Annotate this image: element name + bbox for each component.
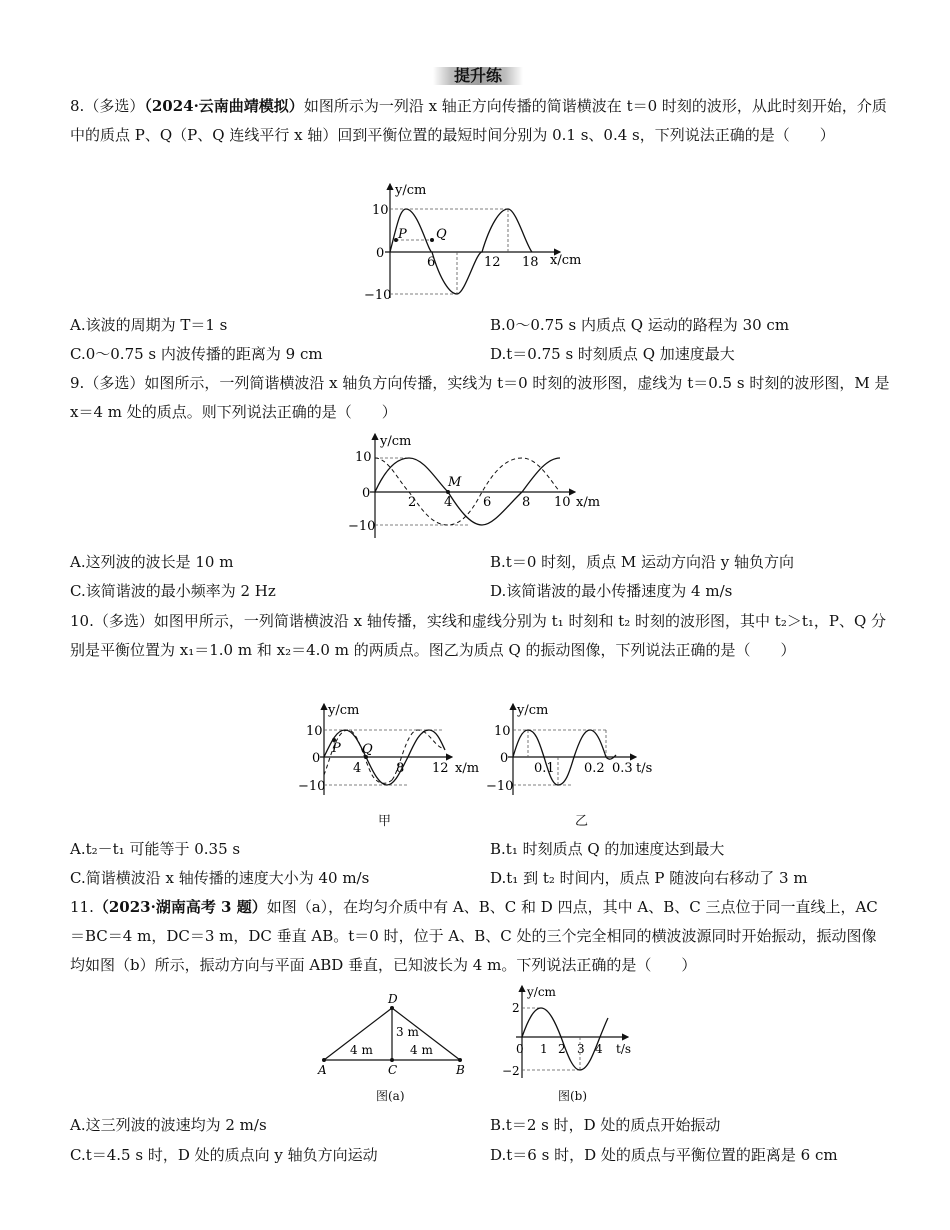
q10-option-b: B.t₁ 时刻质点 Q 的加速度达到最大: [490, 840, 725, 858]
q10-option-d: D.t₁ 到 t₂ 时间内，质点 P 随波向右移动了 3 m: [490, 869, 808, 887]
question-10: [70, 607, 890, 665]
question-11-text: 11.（2023·湖南高考 3 题）如图（a），在均匀介质中有 A、B、C 和 D 四点，其中 A、B、C 三点位于同一直线上，AC＝BC＝4 m，DC＝3 m，DC 垂直 AB。t＝0 时，位于 A、B、C 处的三个完全相同的横波波源同时开始振动，振动图像均如图（b）所示，振动方向与平面 ABD 垂直，已知波长为 4 m。下列说法正确的是（ ）: [70, 898, 878, 974]
q10b-y-axis-label: y/cm: [517, 703, 549, 718]
q8-option-a: A.该波的周期为 T＝1 s: [70, 316, 228, 334]
q11a-label-c: C: [388, 1063, 398, 1075]
q11a-point-c: [390, 1058, 394, 1062]
q11-figure-b: [500, 982, 640, 1082]
q10-caption-left: 甲: [378, 814, 392, 829]
q8-label-p: P: [398, 227, 407, 242]
q11a-length-dc: 3 m: [396, 1025, 419, 1039]
q11b-y-axis-label: y/cm: [527, 985, 556, 999]
q10-option-c: C.简谐横波沿 x 轴传播的速度大小为 40 m/s: [70, 869, 370, 887]
question-10-text: 10.（多选）如图甲所示，一列简谐横波沿 x 轴传播，实线和虚线分别为 t₁ 时刻和 t₂ 时刻的波形图，其中 t₂＞t₁，P、Q 分别是平衡位置为 x₁＝1.0 m 和 x₂＝4.0 m 的两质点。图乙为质点 Q 的振动图像，下列说法正确的是（ ）: [70, 612, 887, 659]
q11b-ytick: −2: [502, 1064, 520, 1078]
q11b-xtick: 2: [558, 1042, 566, 1056]
q9-label-m: M: [448, 475, 462, 490]
q9-wave-figure: [340, 430, 610, 542]
q8-xtick: 6: [427, 255, 436, 270]
q11-figure-a: [312, 990, 472, 1075]
q11b-xtick: 1: [540, 1042, 548, 1056]
q9-xtick: 4: [444, 495, 453, 510]
section-title: 提升练: [433, 64, 523, 88]
q10b-x-axis-label: t/s: [636, 761, 653, 776]
q11-option-d: D.t＝6 s 时，D 处的质点与平衡位置的距离是 6 cm: [490, 1146, 838, 1164]
q8-wave-figure: [360, 180, 600, 305]
q11a-length-cb: 4 m: [410, 1043, 433, 1057]
q10b-ytick: 0: [500, 751, 509, 766]
q11b-x-axis-label: t/s: [616, 1042, 632, 1056]
q9-point-m: [446, 490, 450, 494]
q9-ytick: −10: [348, 519, 376, 534]
q10-figure-right: [486, 700, 661, 800]
question-11: [70, 893, 890, 980]
q9-xtick: 2: [408, 495, 417, 510]
q8-ytick: 0: [376, 246, 385, 261]
q8-y-axis-label: y/cm: [395, 183, 427, 198]
q9-option-b: B.t＝0 时刻，质点 M 运动方向沿 y 轴负方向: [490, 553, 795, 571]
q11b-ytick: 2: [512, 1001, 520, 1015]
q10-caption-right: 乙: [575, 814, 589, 829]
q11-option-c: C.t＝4.5 s 时，D 处的质点向 y 轴负方向运动: [70, 1146, 378, 1164]
q8-label-q: Q: [436, 227, 447, 242]
q11a-point-d: [390, 1006, 394, 1010]
question-8-text: 8.（多选）（2024·云南曲靖模拟）如图所示为一列沿 x 轴正方向传播的简谐横波在 t＝0 时刻的波形，从此时刻开始，介质中的质点 P、Q（P、Q 连线平行 x 轴）回到平衡位置的最短时间分别为 0.1 s、0.4 s，下列说法正确的是（ ）: [70, 97, 887, 144]
q9-option-c: C.该简谐波的最小频率为 2 Hz: [70, 582, 276, 600]
q9-x-axis-label: x/m: [576, 495, 601, 510]
q11-option-b: B.t＝2 s 时，D 处的质点开始振动: [490, 1116, 721, 1134]
q8-ytick: 10: [372, 203, 389, 218]
q11a-length-ac: 4 m: [350, 1043, 373, 1057]
q8-option-d: D.t＝0.75 s 时刻质点 Q 加速度最大: [490, 345, 735, 363]
q10b-xtick: 0.3: [612, 761, 633, 776]
q10b-xtick: 0.2: [584, 761, 605, 776]
q11b-xtick: 4: [595, 1042, 603, 1056]
q11-caption-b: 图(b): [558, 1089, 588, 1103]
q10a-xtick: 4: [353, 761, 362, 776]
q11a-point-b: [458, 1058, 462, 1062]
q10a-ytick: −10: [298, 779, 326, 794]
q11b-vibration-curve: [522, 1008, 608, 1070]
q11b-ytick: 0: [516, 1042, 524, 1056]
q9-option-a: A.这列波的波长是 10 m: [70, 553, 234, 571]
q10a-label-q: Q: [362, 742, 373, 757]
q8-option-b: B.0～0.75 s 内质点 Q 运动的路程为 30 cm: [490, 316, 790, 334]
q10-figure-left: [292, 700, 487, 800]
q9-xtick: 10: [554, 495, 571, 510]
question-8: [70, 92, 890, 150]
q10b-xtick: 0.1: [534, 761, 555, 776]
q11a-label-d: D: [388, 992, 398, 1006]
q9-option-d: D.该简谐波的最小传播速度为 4 m/s: [490, 582, 733, 600]
q11-option-a: A.这三列波的波速均为 2 m/s: [70, 1116, 267, 1134]
q10a-xtick: 8: [396, 761, 405, 776]
q10b-ytick: 10: [494, 724, 511, 739]
q10a-y-axis-label: y/cm: [328, 703, 360, 718]
question-9-text: 9.（多选）如图所示，一列简谐横波沿 x 轴负方向传播，实线为 t＝0 时刻的波形图，虚线为 t＝0.5 s 时刻的波形图，M 是 x＝4 m 处的质点。则下列说法正确的是（ ）: [70, 374, 890, 421]
q11a-label-a: A: [318, 1063, 327, 1075]
q9-ytick: 0: [362, 486, 371, 501]
q10a-x-axis-label: x/m: [455, 761, 480, 776]
q10a-ytick: 10: [306, 724, 323, 739]
q10a-label-p: P: [332, 741, 341, 756]
q8-xtick: 18: [522, 255, 539, 270]
q11a-point-a: [322, 1058, 326, 1062]
q9-y-axis-label: y/cm: [380, 434, 412, 449]
q10a-xtick: 12: [432, 761, 449, 776]
q8-ytick: −10: [364, 288, 392, 303]
q10a-ytick: 0: [312, 751, 321, 766]
q8-x-axis-label: x/cm: [550, 253, 582, 268]
q11-caption-a: 图(a): [376, 1089, 405, 1103]
q9-ytick: 10: [355, 450, 372, 465]
q9-xtick: 8: [522, 495, 531, 510]
q11b-xtick: 3: [577, 1042, 585, 1056]
q8-option-c: C.0～0.75 s 内波传播的距离为 9 cm: [70, 345, 323, 363]
q8-xtick: 12: [484, 255, 501, 270]
q8-point-q: [430, 238, 434, 242]
q10b-ytick: −10: [486, 779, 514, 794]
q9-xtick: 6: [483, 495, 492, 510]
q10-option-a: A.t₂－t₁ 可能等于 0.35 s: [70, 840, 241, 858]
q11a-label-b: B: [456, 1063, 465, 1075]
question-9: [70, 369, 890, 427]
